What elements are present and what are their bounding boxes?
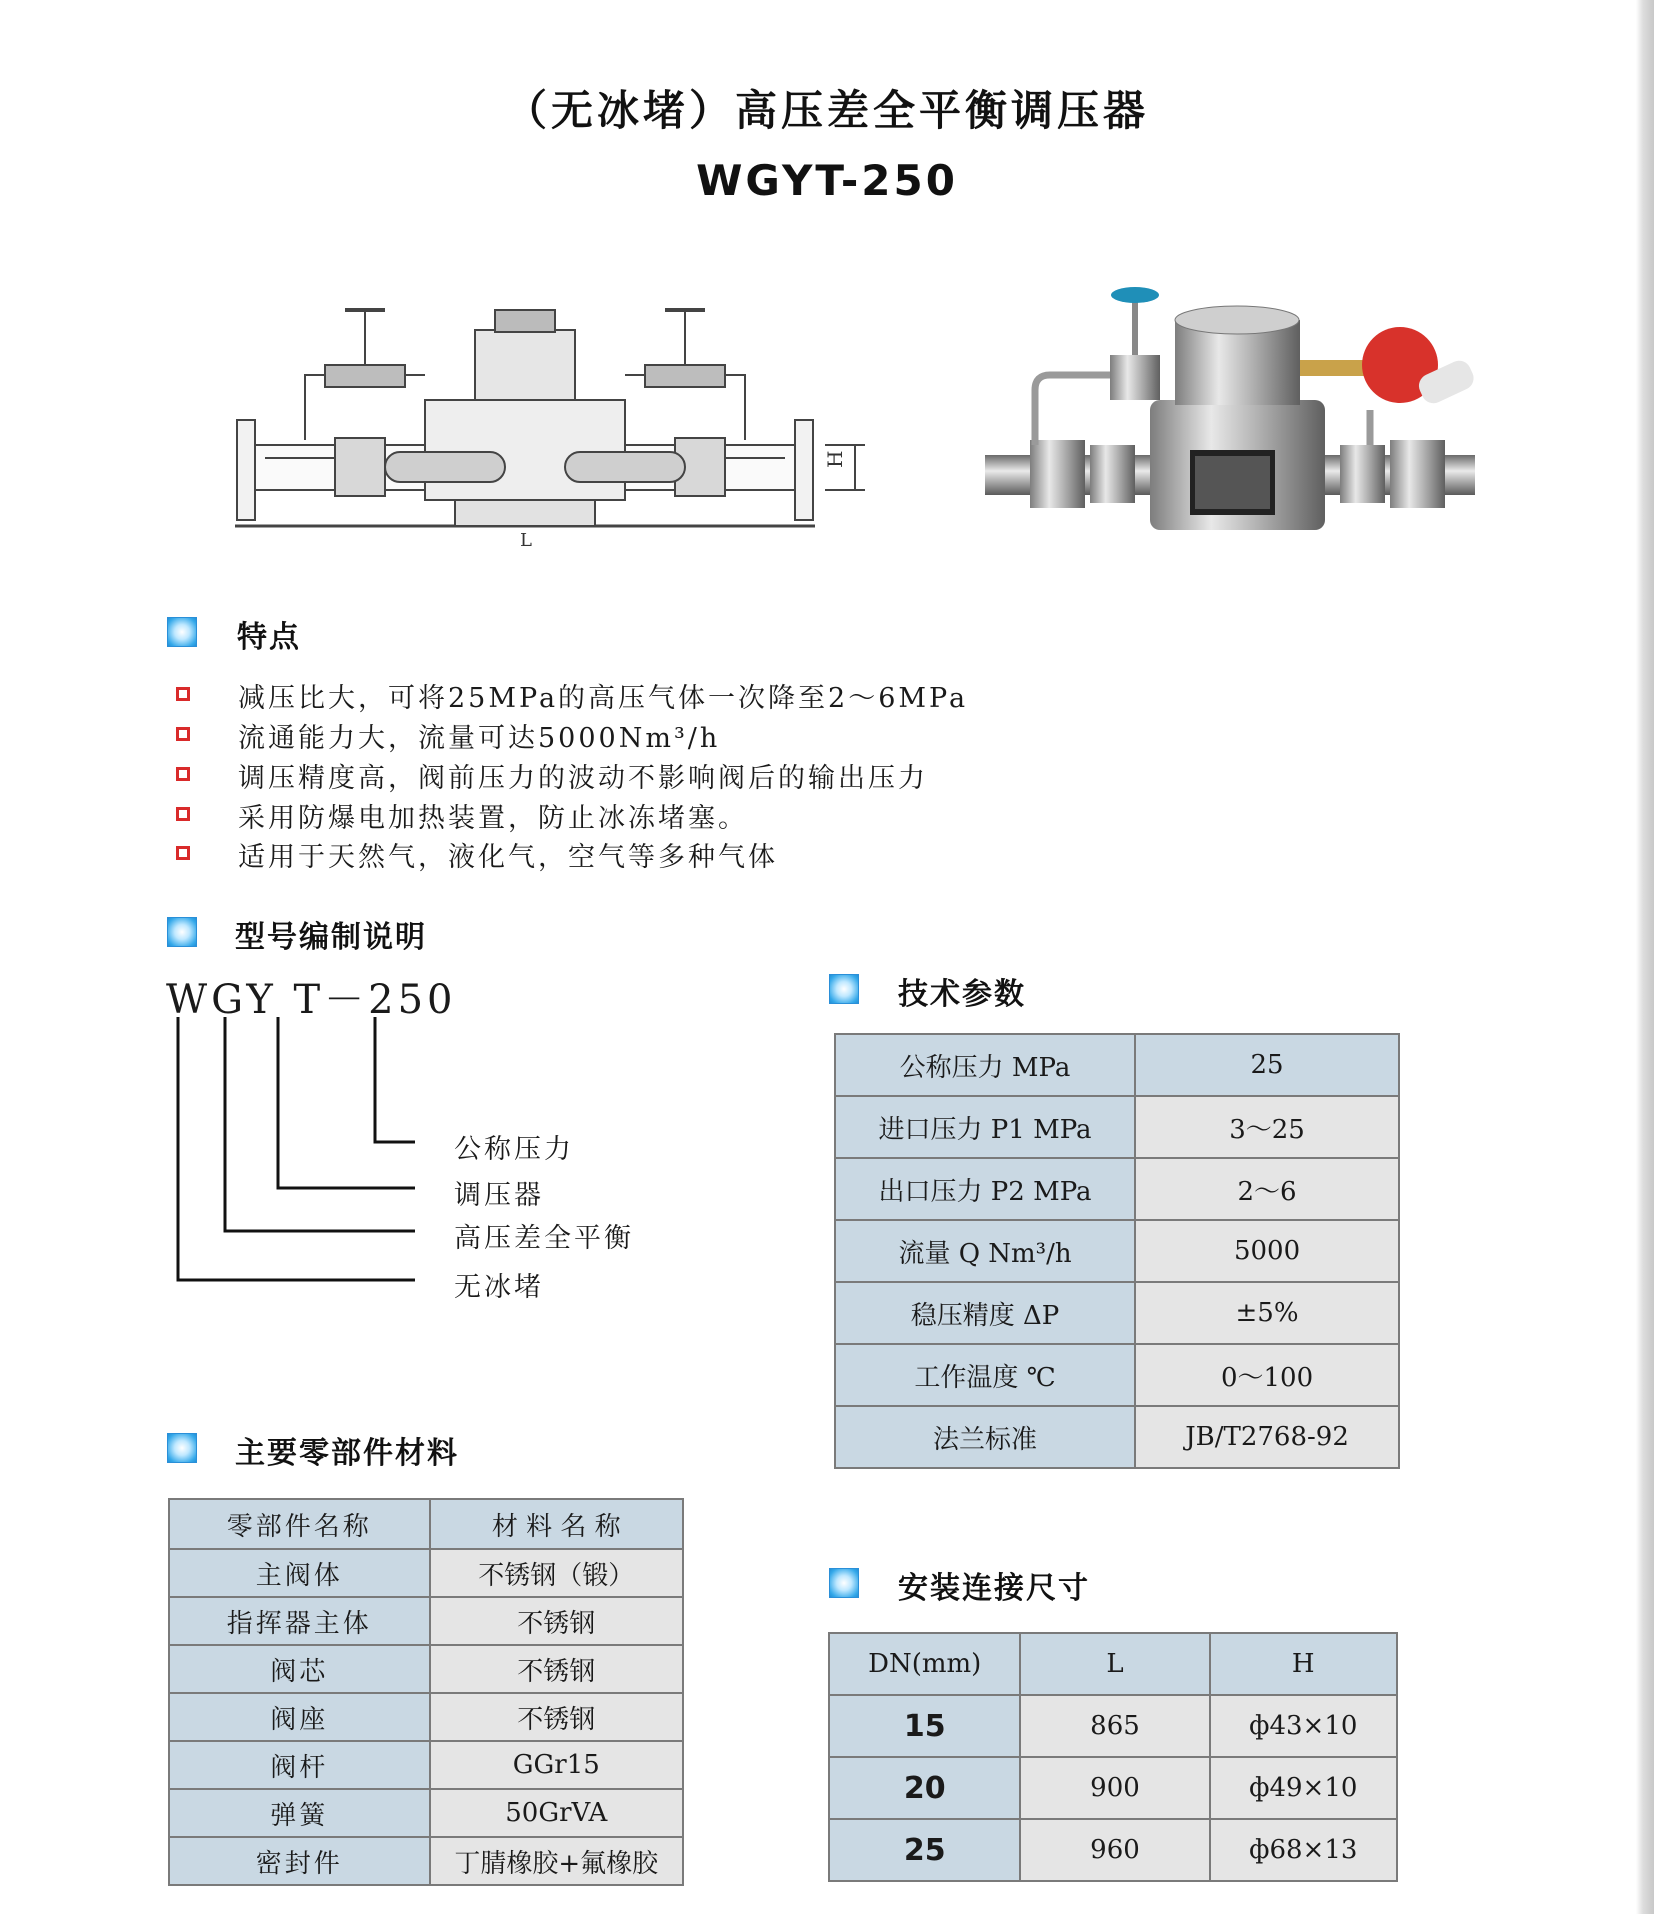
table-row bbox=[829, 1695, 1397, 1757]
section-icon bbox=[167, 1433, 197, 1463]
material-name: 不锈钢（锻） bbox=[430, 1549, 683, 1597]
table-row bbox=[169, 1837, 683, 1885]
table-row bbox=[835, 1344, 1399, 1406]
param-name: 稳压精度 ΔP bbox=[835, 1282, 1135, 1344]
feature-item: 适用于天然气，液化气，空气等多种气体 bbox=[238, 842, 778, 873]
part-name: 阀座 bbox=[169, 1693, 430, 1741]
material-name: 不锈钢 bbox=[430, 1693, 683, 1741]
param-name: 工作温度 ℃ bbox=[835, 1344, 1135, 1406]
part-name: 阀杆 bbox=[169, 1741, 430, 1789]
model-title: WGYT-250 bbox=[696, 156, 958, 205]
table-row bbox=[835, 1282, 1399, 1344]
column-header: 零部件名称 bbox=[169, 1499, 430, 1549]
materials-title: 主要零部件材料 bbox=[235, 1436, 459, 1471]
param-value: ±5% bbox=[1135, 1282, 1399, 1344]
bullet-icon bbox=[176, 727, 190, 741]
table-row bbox=[169, 1693, 683, 1741]
param-name: 进口压力 P1 MPa bbox=[835, 1096, 1135, 1158]
param-name: 出口压力 P2 MPa bbox=[835, 1158, 1135, 1220]
dim-h-label: H bbox=[823, 450, 847, 468]
materials-table bbox=[168, 1498, 684, 1886]
table-row bbox=[829, 1819, 1397, 1881]
section-icon bbox=[167, 617, 197, 647]
bullet-icon bbox=[176, 767, 190, 781]
part-name: 阀芯 bbox=[169, 1645, 430, 1693]
table-row bbox=[169, 1789, 683, 1837]
param-value: 5000 bbox=[1135, 1220, 1399, 1282]
section-icon bbox=[829, 1568, 859, 1598]
dn-value: 15 bbox=[829, 1695, 1020, 1757]
tech-params-title: 技术参数 bbox=[898, 977, 1026, 1012]
table-row bbox=[169, 1741, 683, 1789]
h-value: ф49×10 bbox=[1210, 1757, 1397, 1819]
param-value: 2～6 bbox=[1135, 1158, 1399, 1220]
dn-value: 25 bbox=[829, 1819, 1020, 1881]
feature-item: 采用防爆电加热装置，防止冰冻堵塞。 bbox=[238, 803, 748, 834]
material-name: 不锈钢 bbox=[430, 1645, 683, 1693]
column-header: H bbox=[1210, 1633, 1397, 1695]
model-code: WGY T－250 bbox=[166, 977, 457, 1023]
bullet-icon bbox=[176, 846, 190, 860]
h-value: ф68×13 bbox=[1210, 1819, 1397, 1881]
install-table bbox=[828, 1632, 1398, 1882]
l-value: 960 bbox=[1020, 1819, 1209, 1881]
table-header-row bbox=[169, 1499, 683, 1549]
material-name: 丁腈橡胶+氟橡胶 bbox=[430, 1837, 683, 1885]
column-header: DN(mm) bbox=[829, 1633, 1020, 1695]
part-name: 主阀体 bbox=[169, 1549, 430, 1597]
page-edge-shadow bbox=[1636, 0, 1654, 1914]
material-name: 50GrVA bbox=[430, 1789, 683, 1837]
bullet-icon bbox=[176, 687, 190, 701]
param-value: 0～100 bbox=[1135, 1344, 1399, 1406]
param-name: 法兰标准 bbox=[835, 1406, 1135, 1468]
bullet-icon bbox=[176, 807, 190, 821]
section-icon bbox=[829, 974, 859, 1004]
column-header: 材 料 名 称 bbox=[430, 1499, 683, 1549]
dim-l-label: L bbox=[520, 530, 532, 550]
dn-value: 20 bbox=[829, 1757, 1020, 1819]
l-value: 865 bbox=[1020, 1695, 1209, 1757]
product-photo bbox=[975, 280, 1495, 550]
feature-item: 减压比大，可将25MPa的高压气体一次降至2～6MPa bbox=[238, 683, 969, 714]
param-value: 25 bbox=[1135, 1034, 1399, 1096]
table-row bbox=[169, 1549, 683, 1597]
part-name: 弹簧 bbox=[169, 1789, 430, 1837]
section-icon bbox=[167, 917, 197, 947]
column-header: L bbox=[1020, 1633, 1209, 1695]
h-value: ф43×10 bbox=[1210, 1695, 1397, 1757]
table-row bbox=[169, 1645, 683, 1693]
table-header-row bbox=[829, 1633, 1397, 1695]
model-label: 调压器 bbox=[454, 1180, 544, 1211]
material-name: GGr15 bbox=[430, 1741, 683, 1789]
model-label: 公称压力 bbox=[454, 1134, 574, 1165]
valve-technical-drawing bbox=[225, 290, 865, 550]
table-row bbox=[835, 1220, 1399, 1282]
features-title: 特点 bbox=[237, 620, 301, 655]
param-name: 流量 Q Nm³/h bbox=[835, 1220, 1135, 1282]
model-label: 高压差全平衡 bbox=[454, 1223, 634, 1254]
feature-item: 流通能力大，流量可达5000Nm³/h bbox=[238, 723, 721, 754]
page-title: （无冰堵）高压差全平衡调压器 bbox=[504, 86, 1149, 135]
param-name: 公称压力 MPa bbox=[835, 1034, 1135, 1096]
table-row bbox=[835, 1158, 1399, 1220]
l-value: 900 bbox=[1020, 1757, 1209, 1819]
table-row bbox=[835, 1096, 1399, 1158]
part-name: 指挥器主体 bbox=[169, 1597, 430, 1645]
table-row bbox=[835, 1406, 1399, 1468]
install-title: 安装连接尺寸 bbox=[898, 1571, 1090, 1606]
model-label: 无冰堵 bbox=[454, 1272, 544, 1303]
table-row bbox=[169, 1597, 683, 1645]
material-name: 不锈钢 bbox=[430, 1597, 683, 1645]
tech-params-table bbox=[834, 1033, 1400, 1469]
model-code-leader-lines bbox=[170, 1015, 430, 1285]
param-value: 3～25 bbox=[1135, 1096, 1399, 1158]
table-row bbox=[835, 1034, 1399, 1096]
part-name: 密封件 bbox=[169, 1837, 430, 1885]
table-row bbox=[829, 1757, 1397, 1819]
model-desc-title: 型号编制说明 bbox=[235, 920, 427, 955]
feature-item: 调压精度高，阀前压力的波动不影响阀后的输出压力 bbox=[238, 763, 928, 794]
param-value: JB/T2768-92 bbox=[1135, 1406, 1399, 1468]
